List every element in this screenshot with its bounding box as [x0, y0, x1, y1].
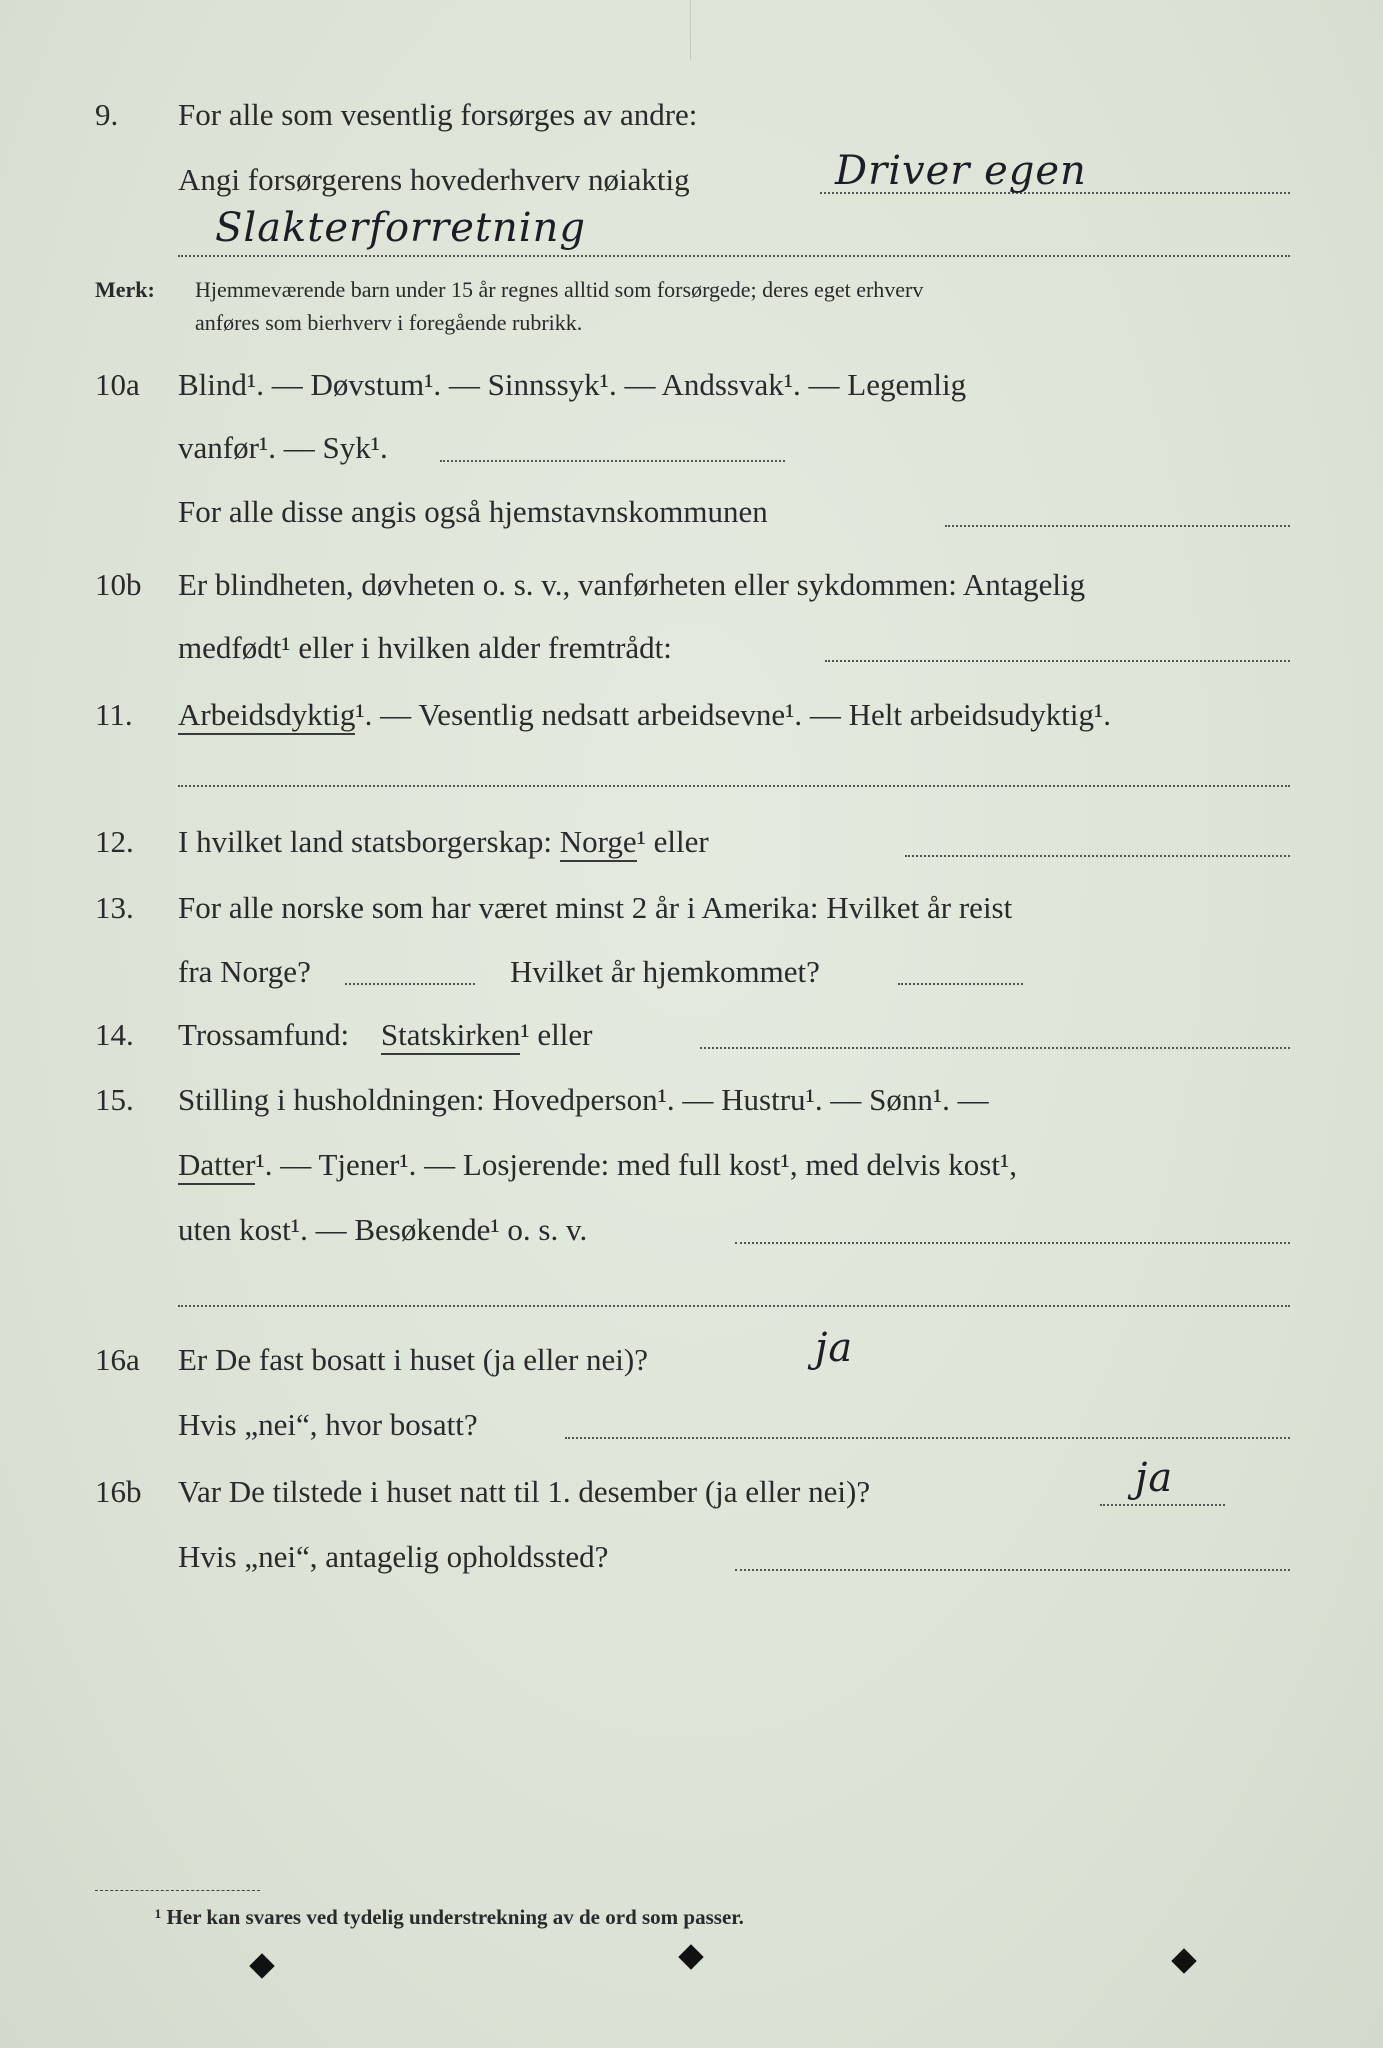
q12-suffix: ¹ eller	[636, 824, 709, 859]
q16b-answer-line-2	[735, 1569, 1290, 1571]
q13-hjemkommet-answer-line	[898, 983, 1023, 985]
q10a-line-1: Blind¹. — Døvstum¹. — Sinnssyk¹. — Andssvak¹. — Legemlig	[178, 367, 967, 402]
q16b-answer-line-1	[1100, 1504, 1225, 1506]
q11-options-rest: ¹. — Vesentlig nedsatt arbeidsevne¹. — Helt arbeidsudyktig¹.	[355, 697, 1112, 732]
q10a-answer-line-2	[945, 525, 1290, 527]
q16a-line-2: Hvis „nei“, hvor bosatt?	[178, 1407, 478, 1442]
q15-number: 15.	[95, 1082, 134, 1117]
q10a-line-3: For alle disse angis også hjemstavnskommunen	[178, 494, 768, 529]
footnote: ¹ Her kan svares ved tydelig understrekning av de ord som passer.	[155, 1905, 744, 1929]
paper-crease	[690, 0, 691, 60]
q13-number: 13.	[95, 890, 134, 925]
q13-hjemkommet: Hvilket år hjemkommet?	[510, 954, 820, 989]
q16a-answer-line	[565, 1437, 1290, 1439]
q12-answer-line	[905, 855, 1290, 857]
q10a-answer-line-1	[440, 460, 785, 462]
q12-number: 12.	[95, 824, 134, 859]
q9-handwritten-answer-2: Slakterforretning	[215, 205, 586, 251]
q14-question: Trossamfund:	[178, 1017, 350, 1052]
q13-reist: fra Norge?	[178, 954, 311, 989]
q16b-handwritten-answer: ja	[1135, 1455, 1174, 1501]
q10b-number: 10b	[95, 567, 142, 602]
punch-mark-left	[249, 1953, 274, 1978]
q14-number: 14.	[95, 1017, 134, 1052]
q14-suffix: ¹ eller	[520, 1017, 593, 1052]
q11-number: 11.	[95, 697, 133, 732]
q12-question: I hvilket land statsborgerskap:	[178, 824, 552, 859]
q15-answer-line-2	[178, 1305, 1290, 1307]
q15-option-datter: Datter	[178, 1147, 255, 1185]
merk-line-2: anføres som bierhverv i foregående rubrikk.	[195, 310, 583, 335]
q10b-line-2: medfødt¹ eller i hvilken alder fremtrådt:	[178, 630, 672, 665]
merk-line-1: Hjemmeværende barn under 15 år regnes alltid som forsørgede; deres eget erhverv	[195, 277, 924, 302]
q10a-line-2: vanfør¹. — Syk¹.	[178, 430, 388, 465]
q10a-number: 10a	[95, 367, 140, 402]
q16a-number: 16a	[95, 1342, 140, 1377]
q11-answer-line	[178, 785, 1290, 787]
q15-answer-line-1	[735, 1242, 1290, 1244]
punch-mark-center	[678, 1944, 703, 1969]
q9-number: 9.	[95, 97, 119, 132]
q16b-line-1: Var De tilstede i huset natt til 1. desember (ja eller nei)?	[178, 1474, 871, 1509]
q16a-line-1: Er De fast bosatt i huset (ja eller nei)?	[178, 1342, 648, 1377]
merk-label: Merk:	[95, 277, 155, 302]
footnote-rule	[95, 1890, 260, 1891]
q10b-line-1: Er blindheten, døvheten o. s. v., vanførheten eller sykdommen: Antagelig	[178, 567, 1086, 602]
q14-option-statskirken: Statskirken	[381, 1017, 521, 1055]
q12-option-norge: Norge	[560, 824, 637, 862]
q10b-answer-line	[825, 660, 1290, 662]
q14-answer-line	[700, 1047, 1290, 1049]
q9-handwritten-answer-1: Driver egen	[835, 148, 1087, 194]
q16a-handwritten-answer: ja	[815, 1325, 854, 1371]
q13-line-1: For alle norske som har været minst 2 år i Amerika: Hvilket år reist	[178, 890, 1013, 925]
q9-line-2: Angi forsørgerens hovederhverv nøiaktig	[178, 162, 690, 197]
q16b-number: 16b	[95, 1474, 142, 1509]
q16b-line-2: Hvis „nei“, antagelig opholdssted?	[178, 1539, 609, 1574]
q15-line-3: uten kost¹. — Besøkende¹ o. s. v.	[178, 1212, 588, 1247]
q9-line-1: For alle som vesentlig forsørges av andre:	[178, 97, 698, 132]
q11-option-arbeidsdyktig: Arbeidsdyktig	[178, 697, 355, 735]
punch-mark-right	[1171, 1948, 1196, 1973]
q15-line-1: Stilling i husholdningen: Hovedperson¹. — Hustru¹. — Sønn¹. —	[178, 1082, 989, 1117]
q9-answer-line-2	[178, 255, 1290, 257]
q13-reist-answer-line	[345, 983, 475, 985]
q15-line-2: ¹. — Tjener¹. — Losjerende: med full kost¹, med delvis kost¹,	[255, 1147, 1017, 1182]
